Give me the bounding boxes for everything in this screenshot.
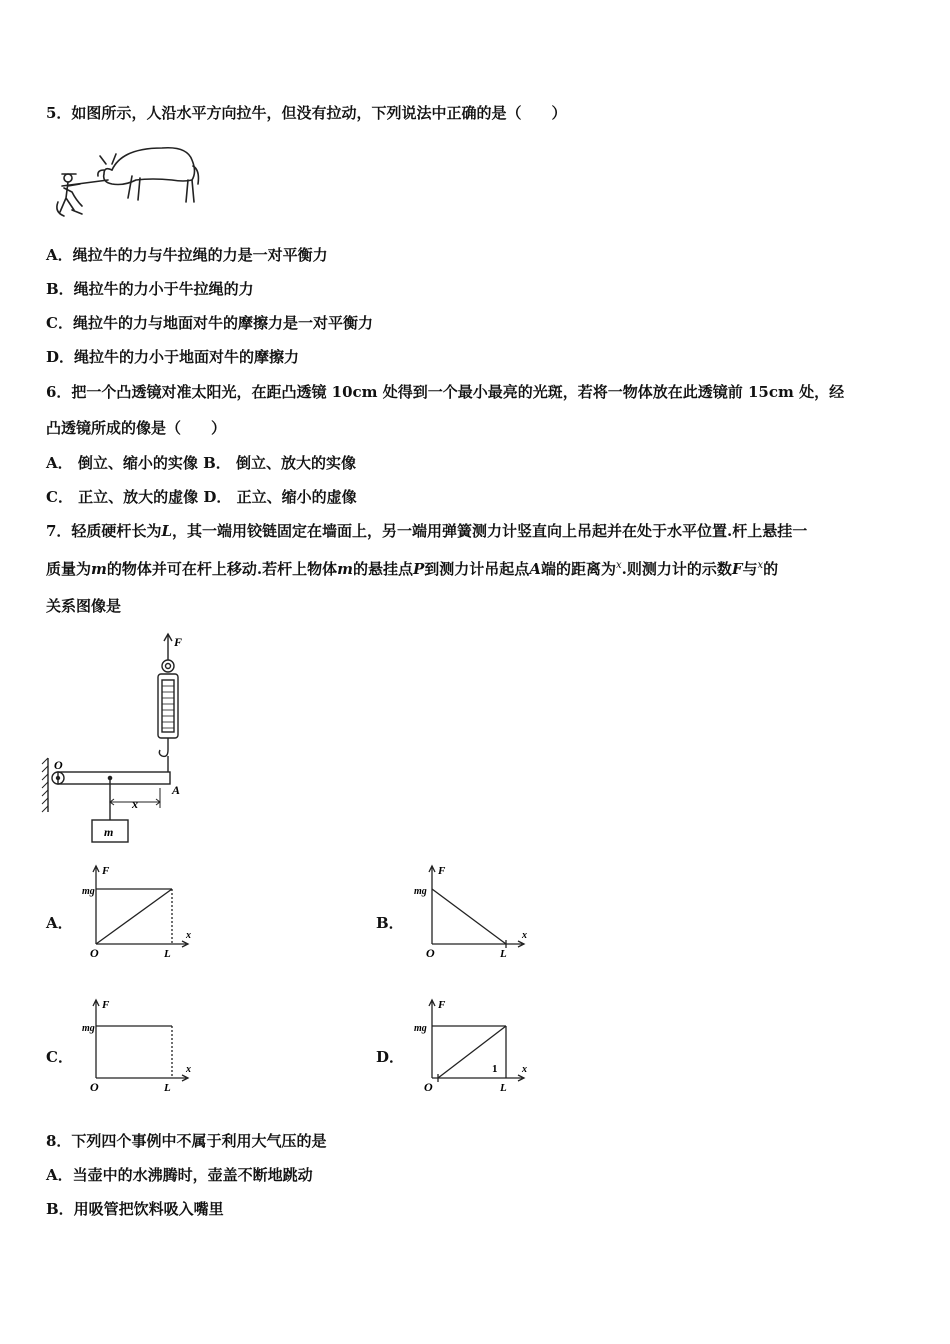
q7-option-b-letter: B． bbox=[376, 914, 404, 932]
q7-text: ，其一端用铰链固定在墙面上，另一端用弹簧测力计竖直向上吊起并在处于水平位置.杆上悬挂一 bbox=[172, 522, 808, 540]
q5-option-d: D．绳拉牛的力小于地面对牛的摩擦力 bbox=[46, 348, 300, 366]
axis-label-O: O bbox=[426, 946, 435, 960]
q7-option-a-letter: A． bbox=[46, 914, 73, 932]
q7-graph-d bbox=[412, 996, 532, 1096]
q7-text: 的 bbox=[763, 560, 779, 578]
q5-option-c: C．绳拉牛的力与地面对牛的摩擦力是一对平衡力 bbox=[46, 314, 373, 332]
axis-label-mg: mg bbox=[414, 1023, 427, 1034]
axis-label-x: x bbox=[186, 930, 191, 941]
axis-label-x: x bbox=[522, 930, 527, 941]
axis-label-x: x bbox=[522, 1064, 527, 1075]
axis-label-O: O bbox=[90, 946, 99, 960]
q7-text: 端的距离为 bbox=[540, 560, 616, 578]
q6-stem-line1: 6．把一个凸透镜对准太阳光，在距凸透镜 10cm 处得到一个最小最亮的光斑，若将一物体放在此透镜前 15cm 处，经 bbox=[46, 383, 845, 401]
q7-option-d-letter: D． bbox=[376, 1048, 405, 1066]
axis-label-F: F bbox=[102, 865, 110, 877]
axis-label-mg: mg bbox=[82, 1023, 95, 1034]
q6-options-row1: A． 倒立、缩小的实像 B． 倒立、放大的实像 bbox=[46, 454, 356, 472]
q7-text: 与 bbox=[742, 560, 758, 578]
fig-label-x: x bbox=[132, 797, 138, 811]
q7-graph-c bbox=[82, 996, 202, 1096]
q7-var-L: L bbox=[161, 522, 172, 540]
q8-option-a: A．当壶中的水沸腾时，壶盖不断地跳动 bbox=[46, 1166, 313, 1184]
q7-text: .则测力计的示数 bbox=[621, 560, 732, 578]
axis-label-one: 1 bbox=[492, 1063, 498, 1075]
axis-label-F: F bbox=[102, 999, 110, 1011]
q7-stem-line2 bbox=[46, 558, 778, 579]
axis-label-F: F bbox=[438, 999, 446, 1011]
axis-label-L: L bbox=[164, 1082, 171, 1094]
q7-var-x: x bbox=[757, 560, 764, 571]
fig-label-F: F bbox=[174, 635, 183, 649]
lever-spring-scale-figure bbox=[40, 632, 200, 847]
axis-label-O: O bbox=[90, 1080, 99, 1094]
fig-label-A: A bbox=[172, 783, 181, 797]
q7-var-P: P bbox=[413, 560, 425, 578]
q7-stem-line1 bbox=[46, 520, 807, 541]
q8-option-b: B．用吸管把饮料吸入嘴里 bbox=[46, 1200, 224, 1218]
q5-option-a: A．绳拉牛的力与牛拉绳的力是一对平衡力 bbox=[46, 246, 328, 264]
q5-option-b: B．绳拉牛的力小于牛拉绳的力 bbox=[46, 280, 254, 298]
fig-label-O: O bbox=[54, 758, 63, 772]
axis-label-mg: mg bbox=[82, 886, 95, 897]
q7-var-m: m bbox=[91, 560, 107, 578]
farmer-pulling-ox-illustration bbox=[52, 140, 202, 220]
axis-label-F: F bbox=[438, 865, 446, 877]
axis-label-L: L bbox=[500, 948, 507, 960]
axis-label-mg: mg bbox=[414, 886, 427, 897]
q7-text: 的物体并可在杆上移动.若杆上物体 bbox=[106, 560, 338, 578]
q6-options-row2: C． 正立、放大的虚像 D． 正立、缩小的虚像 bbox=[46, 488, 357, 506]
q7-var-A: A bbox=[529, 560, 541, 578]
q7-text: 质量为 bbox=[46, 560, 92, 578]
q5-stem: 5．如图所示，人沿水平方向拉牛，但没有拉动，下列说法中正确的是（ ） bbox=[46, 104, 567, 122]
q7-text: 7．轻质硬杆长为 bbox=[46, 522, 162, 540]
q7-graph-a bbox=[82, 862, 202, 962]
q7-var-m: m bbox=[337, 560, 353, 578]
fig-label-m: m bbox=[104, 825, 114, 839]
axis-label-O: O bbox=[424, 1080, 433, 1094]
q7-stem-line3: 关系图像是 bbox=[46, 597, 122, 615]
q7-option-c-letter: C． bbox=[46, 1048, 73, 1066]
axis-label-L: L bbox=[500, 1082, 507, 1094]
q8-stem: 8．下列四个事例中不属于利用大气压的是 bbox=[46, 1132, 327, 1150]
q7-var-F: F bbox=[731, 560, 743, 578]
q7-text: 的悬挂点 bbox=[353, 560, 414, 578]
axis-label-L: L bbox=[164, 948, 171, 960]
axis-label-x: x bbox=[186, 1064, 191, 1075]
q7-text: 到测力计吊起点 bbox=[424, 560, 530, 578]
q7-graph-b bbox=[412, 862, 532, 962]
q6-stem-line2: 凸透镜所成的像是（ ） bbox=[46, 419, 227, 437]
q7-var-x: x bbox=[615, 560, 622, 571]
